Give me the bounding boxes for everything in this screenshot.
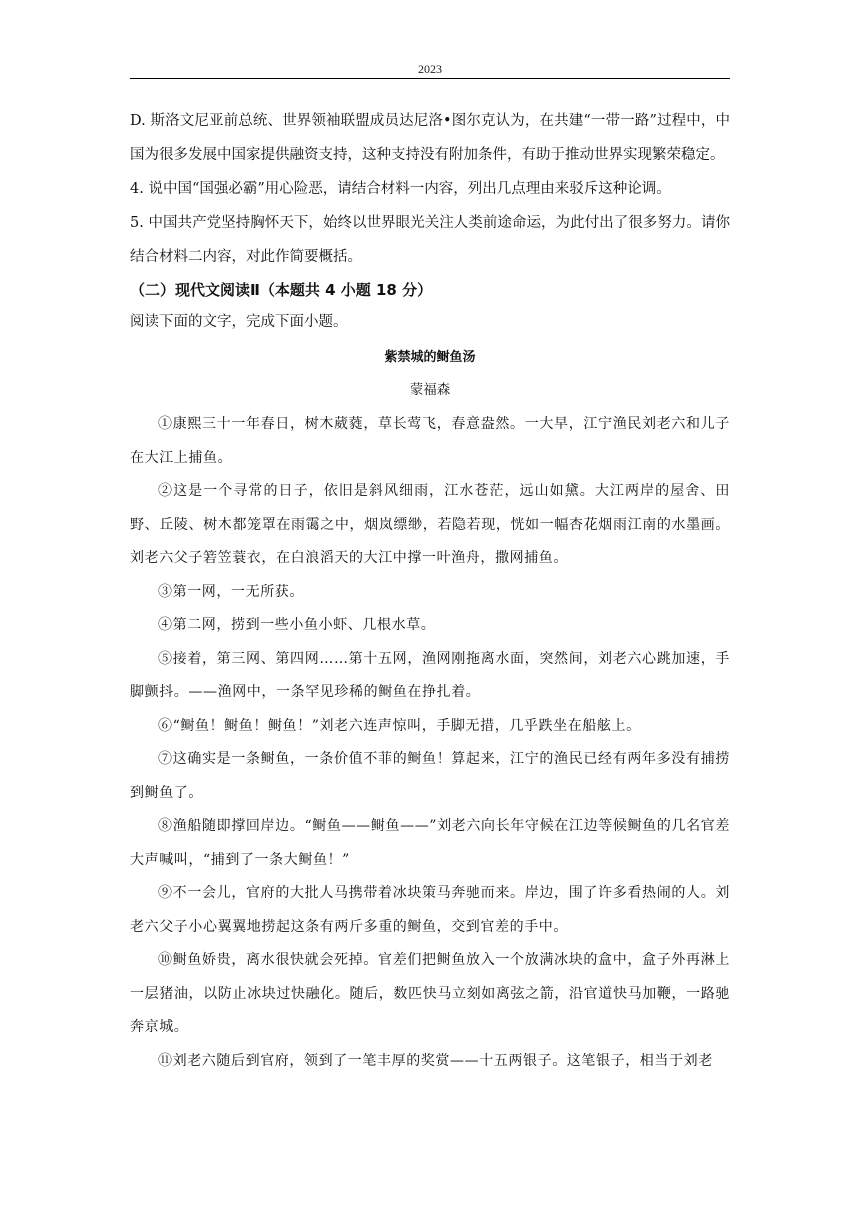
story-paragraph-5: ⑤接着，第三网、第四网……第十五网，渔网刚拖离水面，突然间，刘老六心跳加速，手脚颤抖。——渔网中，一条罕见珍稀的鲥鱼在挣扎着。 — [130, 650, 730, 700]
story-paragraph-1: ①康熙三十一年春日，树木葳蕤，草长莺飞，春意盎然。一大早，江宁渔民刘老六和儿子在大江上捕鱼。 — [130, 416, 730, 466]
section-instruction: 阅读下面的文字，完成下面小题。 — [130, 314, 348, 330]
story-paragraph-11: ⑪刘老六随后到官府，领到了一笔丰厚的奖赏——十五两银子。这笔银子，相当于刘老 — [158, 1052, 713, 1069]
story-title: 紫禁城的鲥鱼汤 — [384, 350, 476, 365]
question-5: 5. 中国共产党坚持胸怀天下，始终以世界眼光关注人类前途命运，为此付出了很多努力。请你结合材料二内容，对此作简要概括。 — [130, 215, 730, 265]
story-paragraph-3: ③第一网，一无所获。 — [158, 583, 304, 600]
page-header-year: 2023 — [418, 62, 442, 76]
story-paragraph-7: ⑦这确实是一条鲥鱼，一条价值不菲的鲥鱼！算起来，江宁的渔民已经有两年多没有捕捞到鲥鱼了。 — [130, 751, 730, 801]
story-paragraph-9: ⑨不一会儿，官府的大批人马携带着冰块策马奔驰而来。岸边，围了许多看热闹的人。刘老六父子小心翼翼地捞起这条有两斤多重的鲥鱼，交到官差的手中。 — [130, 885, 730, 935]
header-rule — [130, 78, 730, 79]
story-paragraph-4: ④第二网，捞到一些小鱼小虾、几根水草。 — [158, 617, 436, 633]
page-content — [130, 104, 730, 1078]
story-paragraph-6: ⑥“鲥鱼！鲥鱼！鲥鱼！”刘老六连声惊叫，手脚无措，几乎跌坐在船舷上。 — [158, 717, 641, 734]
story-author: 蒙福森 — [409, 382, 451, 398]
option-d: D. 斯洛文尼亚前总统、世界领袖联盟成员达尼洛•图尔克认为，在共建“一带一路”过程中，中国为很多发展中国家提供融资支持，这种支持没有附加条件，有助于推动世界实现繁荣稳定。 — [130, 113, 730, 163]
story-paragraph-2: ②这是一个寻常的日子，依旧是斜风细雨，江水苍茫，远山如黛。大江两岸的屋舍、田野、丘陵、树木都笼罩在雨霭之中，烟岚缥缈，若隐若现，恍如一幅杏花烟雨江南的水墨画。刘老六父子箬笠蓑衣，在白浪滔天的大江中撑一叶渔舟，撒网捕鱼。 — [130, 483, 730, 566]
question-4: 4. 说中国“国强必霸”用心险恶，请结合材料一内容，列出几点理由来驳斥这种论调。 — [130, 181, 671, 197]
story-paragraph-10: ⑩鲥鱼娇贵，离水很快就会死掉。官差们把鲥鱼放入一个放满冰块的盒中，盒子外再淋上一层猪油，以防止冰块过快融化。随后，数匹快马立刻如离弦之箭，沿官道快马加鞭，一路驰奔京城。 — [130, 952, 730, 1035]
story-paragraph-8: ⑧渔船随即撑回岸边。“鲥鱼——鲥鱼——”刘老六向长年守候在江边等候鲥鱼的几名官差大声喊叫，“捕到了一条大鲥鱼！” — [130, 818, 730, 868]
section-heading: （二）现代文阅读Ⅱ（本题共 4 小题 18 分） — [130, 281, 433, 299]
